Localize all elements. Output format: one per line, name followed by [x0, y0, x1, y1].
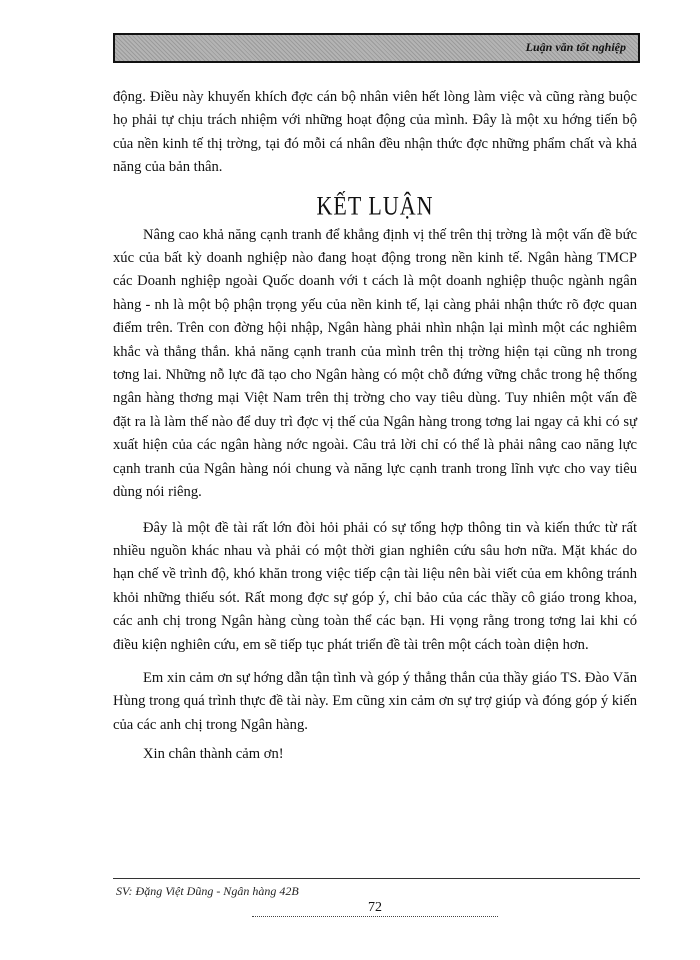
paragraph-1: Nâng cao khả năng cạnh tranh để khẳng định vị thế trên thị trờng là một vấn đề bức xúc của bất kỳ doanh nghiệp nào đang hoạt động trong nền kinh tế. Ngân hàng TMCP các Doanh nghiệp ngoài Quốc doanh với t cách là một doanh nghiệp thuộc ngành ngân hàng - nh là một bộ phận trọng yếu của nền kinh tế, lại càng phải nhận thức rõ đợc quan điểm trên. Trên con đờng hội nhập, Ngân hàng phải nhìn nhận lại mình một các nghiêm khắc và thẳng thắn. khả năng cạnh tranh của mình trên thị trờng hiện tại cũng nh trong tơng lai. Những nỗ lực đã tạo cho Ngân hàng có một chỗ đứng vững chắc trong hệ thống ngân hàng thơng mại Việt Nam trên thị trờng cho vay tiêu dùng. Tuy nhiên một vấn đề đặt ra là làm thế nào để duy trì đợc vị thế của Ngân hàng trong tơng lai ngay cả khi có sự xuất hiện của các ngân hàng nớc ngoài. Câu trả lời chỉ có thể là phải nâng cao năng lực cạnh tranh của Ngân hàng nói chung và năng lực cạnh tranh trong lĩnh vực cho vay tiêu dùng nói riêng. [113, 226, 637, 501]
running-header-band [113, 33, 640, 63]
footer-author: SV: Đặng Việt Dũng - Ngân hàng 42B [116, 884, 299, 898]
paragraph-3: Em xin cảm ơn sự hớng dẫn tận tình và góp ý thẳng thắn của thầy giáo TS. Đào Văn Hùng trong quá trình thực đề tài này. Em cũng xin cảm ơn sự trợ giúp và đóng góp ý kiến của các anh chị trong Ngân hàng. [113, 669, 637, 733]
page-number: 72 [252, 900, 498, 917]
paragraph-4: Xin chân thành cảm ơn! [143, 746, 284, 763]
section-title: KẾT LUẬN [316, 190, 434, 221]
footer-divider [113, 878, 640, 879]
running-header-title: Luận văn tốt nghiệp [525, 40, 626, 54]
intro-paragraph: động. Điều này khuyến khích đợc cán bộ nhân viên hết lòng làm việc và cũng ràng buộc họ phải tự chịu trách nhiệm với những hoạt động của mình. Đây là một xu hớng tiến bộ của nền kinh tế thị trờng, tại đó mỗi cá nhân đều nhận thức đợc những phẩm chất và khả năng của bản thân. [113, 89, 637, 176]
paragraph-2: Đây là một đề tài rất lớn đòi hỏi phải có sự tổng hợp thông tin và kiến thức từ rất nhiều nguồn khác nhau và phải có một thời gian nghiên cứu sâu hơn nữa. Mặt khác do hạn chế về trình độ, khó khăn trong việc tiếp cận tài liệu nên bài viết của em không tránh khỏi những thiếu sót. Rất mong đợc sự góp ý, chỉ bảo của các thầy cô giáo trong khoa, các anh chị trong Ngân hàng cùng toàn thể các bạn. Hi vọng rằng trong tơng lai khi có điều kiện nghiên cứu, em sẽ tiếp tục phát triển đề tài trên một cách toàn diện hơn. [113, 519, 637, 653]
page-content [113, 86, 637, 767]
